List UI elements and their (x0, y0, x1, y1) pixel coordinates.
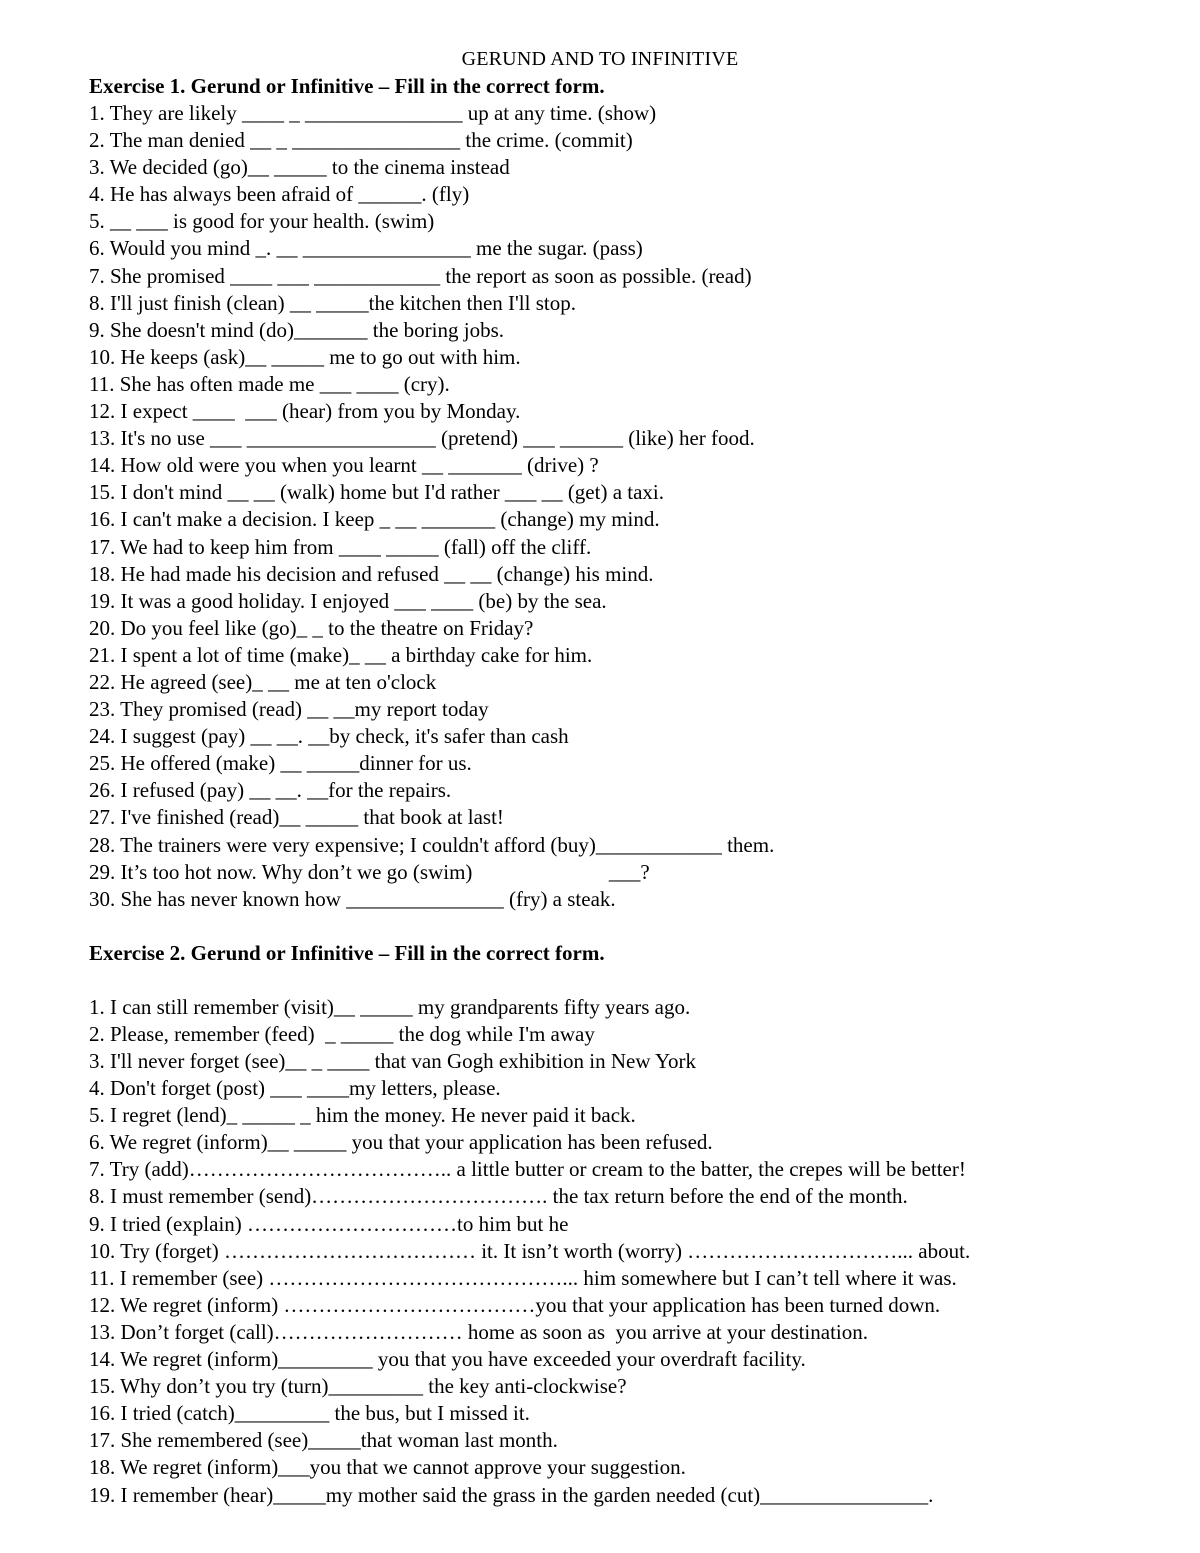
exercise2-heading: Exercise 2. Gerund or Infinitive – Fill in the correct form. (89, 940, 605, 965)
exercise2-item: 14. We regret (inform)_________ you that you have exceeded your overdraft facility. (89, 1347, 806, 1372)
exercise2-item: 6. We regret (inform)__ _____ you that your application has been refused. (89, 1130, 713, 1155)
exercise1-item: 9. She doesn't mind (do)_______ the boring jobs. (89, 317, 505, 342)
exercise2-item: 2. Please, remember (feed) _ _____ the dog while I'm away (89, 1021, 595, 1046)
exercise1-item: 10. He keeps (ask)__ _____ me to go out with him. (89, 344, 521, 369)
exercise2-item: 9. I tried (explain) …………………………to him but he (89, 1211, 569, 1236)
exercise2-item: 13. Don’t forget (call)……………………… home as soon as you arrive at your destination. (89, 1319, 868, 1344)
exercise1-item: 27. I've finished (read)__ _____ that book at last! (89, 805, 504, 830)
exercise1-item: 6. Would you mind _. __ ________________ me the sugar. (pass) (89, 236, 643, 261)
exercise1-item: 28. The trainers were very expensive; I couldn't afford (buy)____________ them. (89, 832, 775, 857)
exercise1-heading: Exercise 1. Gerund or Infinitive – Fill in the correct form. (89, 74, 605, 98)
exercise1-item: 23. They promised (read) __ __my report today (89, 697, 489, 722)
exercise2-item: 7. Try (add)……………………………….. a little butter or cream to the batter, the crepes will be better! (89, 1157, 966, 1182)
exercise1-item: 17. We had to keep him from ____ _____ (fall) off the cliff. (89, 534, 592, 559)
exercise2-item: 15. Why don’t you try (turn)_________ the key anti-clockwise? (89, 1374, 627, 1399)
exercise1-item: 5. __ ___ is good for your health. (swim) (89, 209, 435, 234)
exercise2-item: 3. I'll never forget (see)__ _ ____ that van Gogh exhibition in New York (89, 1049, 697, 1073)
exercise2-list (89, 994, 1169, 1509)
exercise2-item: 17. She remembered (see)_____that woman last month. (89, 1428, 558, 1453)
exercise2-item: 18. We regret (inform)___you that we cannot approve your suggestion. (89, 1455, 686, 1480)
exercise1-item: 29. It’s too hot now. Why don’t we go (swim) ___? (89, 859, 650, 884)
exercise1-item: 25. He offered (make) __ _____dinner for us. (89, 751, 472, 776)
exercise1-item: 21. I spent a lot of time (make)_ __ a birthday cake for him. (89, 642, 593, 667)
section-spacer (89, 967, 1169, 994)
exercise1-item: 19. It was a good holiday. I enjoyed ___ ____ (be) by the sea. (89, 588, 607, 613)
exercise1-item: 24. I suggest (pay) __ __. __by check, it's safer than cash (89, 724, 569, 749)
exercise2-item: 8. I must remember (send)……………………………. the tax return before the end of the month. (89, 1184, 908, 1209)
exercise1-item: 11. She has often made me ___ ____ (cry). (89, 371, 450, 396)
exercise1-item: 4. He has always been afraid of ______. (fly) (89, 182, 470, 207)
document-title: GERUND AND TO INFINITIVE (461, 48, 739, 70)
exercise1-item: 20. Do you feel like (go)_ _ to the theatre on Friday? (89, 615, 534, 640)
exercise1-item: 14. How old were you when you learnt __ _______ (drive) ? (89, 453, 599, 478)
exercise2-item: 16. I tried (catch)_________ the bus, but I missed it. (89, 1401, 530, 1426)
exercise1-item: 30. She has never known how _______________ (fry) a steak. (89, 886, 616, 911)
exercise1-item: 8. I'll just finish (clean) __ _____the kitchen then I'll stop. (89, 290, 576, 315)
section-spacer (89, 913, 1169, 940)
exercise1-item: 26. I refused (pay) __ __. __for the repairs. (89, 778, 452, 803)
worksheet-page (89, 46, 1169, 1509)
exercise1-item: 16. I can't make a decision. I keep _ __ _______ (change) my mind. (89, 507, 660, 532)
exercise2-item: 5. I regret (lend)_ _____ _ him the money. He never paid it back. (89, 1103, 636, 1128)
exercise1-item: 22. He agreed (see)_ __ me at ten o'clock (89, 669, 437, 694)
exercise1-item: 13. It's no use ___ __________________ (pretend) ___ ______ (like) her food. (89, 426, 755, 451)
exercise2-item: 10. Try (forget) ……………………………… it. It isn’t worth (worry) …………………………... about. (89, 1238, 971, 1263)
exercise1-item: 3. We decided (go)__ _____ to the cinema instead (89, 155, 510, 180)
exercise1-item: 18. He had made his decision and refused __ __ (change) his mind. (89, 561, 654, 586)
exercise2-item: 1. I can still remember (visit)__ _____ my grandparents fifty years ago. (89, 994, 691, 1019)
exercise1-item: 15. I don't mind __ __ (walk) home but I'd rather ___ __ (get) a taxi. (89, 480, 665, 505)
exercise1-list (89, 100, 1169, 913)
exercise1-item: 7. She promised ____ ___ ____________ the report as soon as possible. (read) (89, 263, 752, 288)
exercise1-item: 2. The man denied __ _ ________________ the crime. (commit) (89, 128, 633, 153)
exercise2-item: 19. I remember (hear)_____my mother said the grass in the garden needed (cut)________________. (89, 1482, 934, 1507)
exercise2-item: 11. I remember (see) ……………………………………... him somewhere but I can’t tell where it was. (89, 1265, 957, 1290)
exercise2-item: 12. We regret (inform) ………………………………you that your application has been turned down. (89, 1292, 941, 1317)
exercise1-item: 1. They are likely ____ _ _______________ up at any time. (show) (89, 101, 657, 125)
exercise1-item: 12. I expect ____ ___ (hear) from you by Monday. (89, 399, 521, 424)
exercise2-item: 4. Don't forget (post) ___ ____my letters, please. (89, 1076, 501, 1101)
